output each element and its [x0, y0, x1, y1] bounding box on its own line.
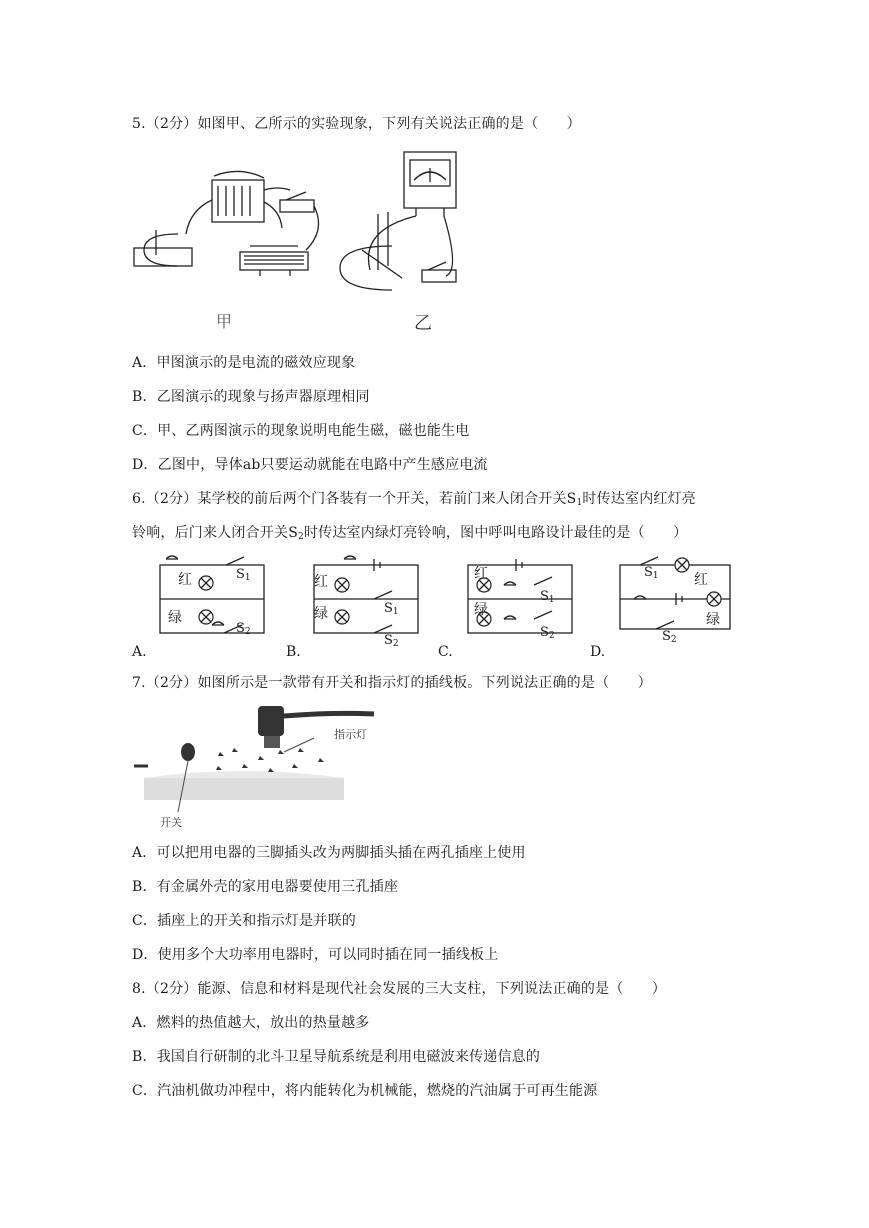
jia-magnet-apparatus [134, 171, 319, 276]
circuit-b-green-label: 绿 [314, 606, 328, 622]
q7-label-indicator: 指示灯 [334, 728, 367, 741]
circuit-c-s1-label: $S_1$ [540, 589, 555, 605]
yi-apparatus [340, 152, 456, 290]
circuit-c-s2-label: $S_2$ [540, 625, 555, 641]
circuit-a-s1-label: $S_1$ [236, 567, 251, 583]
circuit-d-green-label: 绿 [706, 612, 720, 628]
circuit-d-letter: D. [590, 644, 606, 660]
circuit-b-s1-label: $S_1$ [384, 601, 399, 617]
circuit-a-s2-label: $S_2$ [236, 621, 251, 637]
q5-option-d: D．乙图中，导体ab只要运动就能在电路中产生感应电流 [132, 457, 488, 473]
question-5-stem: 5.（2分）如图甲、乙所示的实验现象，下列有关说法正确的是（ ） [132, 116, 581, 132]
circuit-b-red-label: 红 [314, 574, 328, 590]
figure-label-yi: 乙 [414, 313, 432, 334]
circuit-d [610, 555, 736, 645]
circuit-d-s2-label: $S_2$ [662, 629, 677, 645]
circuit-d-red-label: 红 [694, 572, 708, 588]
circuit-c-green-label: 绿 [474, 602, 488, 618]
q5-option-a: A．甲图演示的是电流的磁效应现象 [132, 355, 356, 371]
circuit-a-red-label: 红 [178, 572, 192, 588]
circuit-a [150, 555, 268, 641]
q7-label-switch: 开关 [160, 816, 182, 829]
q8-option-c: C．汽油机做功冲程中，将内能转化为机械能，燃烧的汽油属于可再生能源 [132, 1083, 598, 1099]
circuit-a-letter: A. [132, 644, 147, 660]
figure-label-jia: 甲 [216, 312, 233, 331]
q8-option-a: A．燃料的热值越大，放出的热量越多 [132, 1015, 370, 1031]
q7-option-d: D．使用多个大功率用电器时，可以同时插在同一插线板上 [132, 947, 499, 963]
q8-option-b: B．我国自行研制的北斗卫星导航系统是利用电磁波来传递信息的 [132, 1049, 541, 1065]
circuit-a-green-label: 绿 [168, 610, 182, 626]
circuit-c-red-label: 红 [474, 566, 488, 582]
q7-power-strip-figure [134, 702, 384, 830]
q5-option-b: B．乙图演示的现象与扬声器原理相同 [132, 389, 370, 405]
question-6-stem-line1: 6.（2分）某学校的前后两个门各装有一个开关，若前门来人闭合开关$S_1$时传达室内红灯亮 [132, 491, 697, 508]
question-6-stem-line2: 铃响，后门来人闭合开关$S_2$时传达室内绿灯亮铃响，图中呼叫电路设计最佳的是（ ） [132, 525, 688, 542]
question-8-stem: 8.（2分）能源、信息和材料是现代社会发展的三大支柱，下列说法正确的是（ ） [132, 981, 667, 997]
circuit-d-s1-label: $S_1$ [644, 565, 659, 581]
question-7-stem: 7.（2分）如图所示是一款带有开关和指示灯的插线板。下列说法正确的是（ ） [132, 675, 652, 691]
circuit-b-letter: B. [286, 644, 301, 660]
circuit-b [304, 555, 422, 649]
q7-option-b: B．有金属外壳的家用电器要使用三孔插座 [132, 879, 399, 895]
q5-option-c: C．甲、乙两图演示的现象说明电能生磁，磁也能生电 [132, 423, 470, 439]
q5-figure [130, 150, 460, 340]
circuit-c-letter: C. [438, 644, 453, 660]
circuit-b-s2-label: $S_2$ [384, 633, 399, 649]
q7-option-a: A．可以把用电器的三脚插头改为两脚插头插在两孔插座上使用 [132, 845, 526, 861]
circuit-c [458, 555, 576, 641]
q7-option-c: C．插座上的开关和指示灯是并联的 [132, 913, 356, 929]
